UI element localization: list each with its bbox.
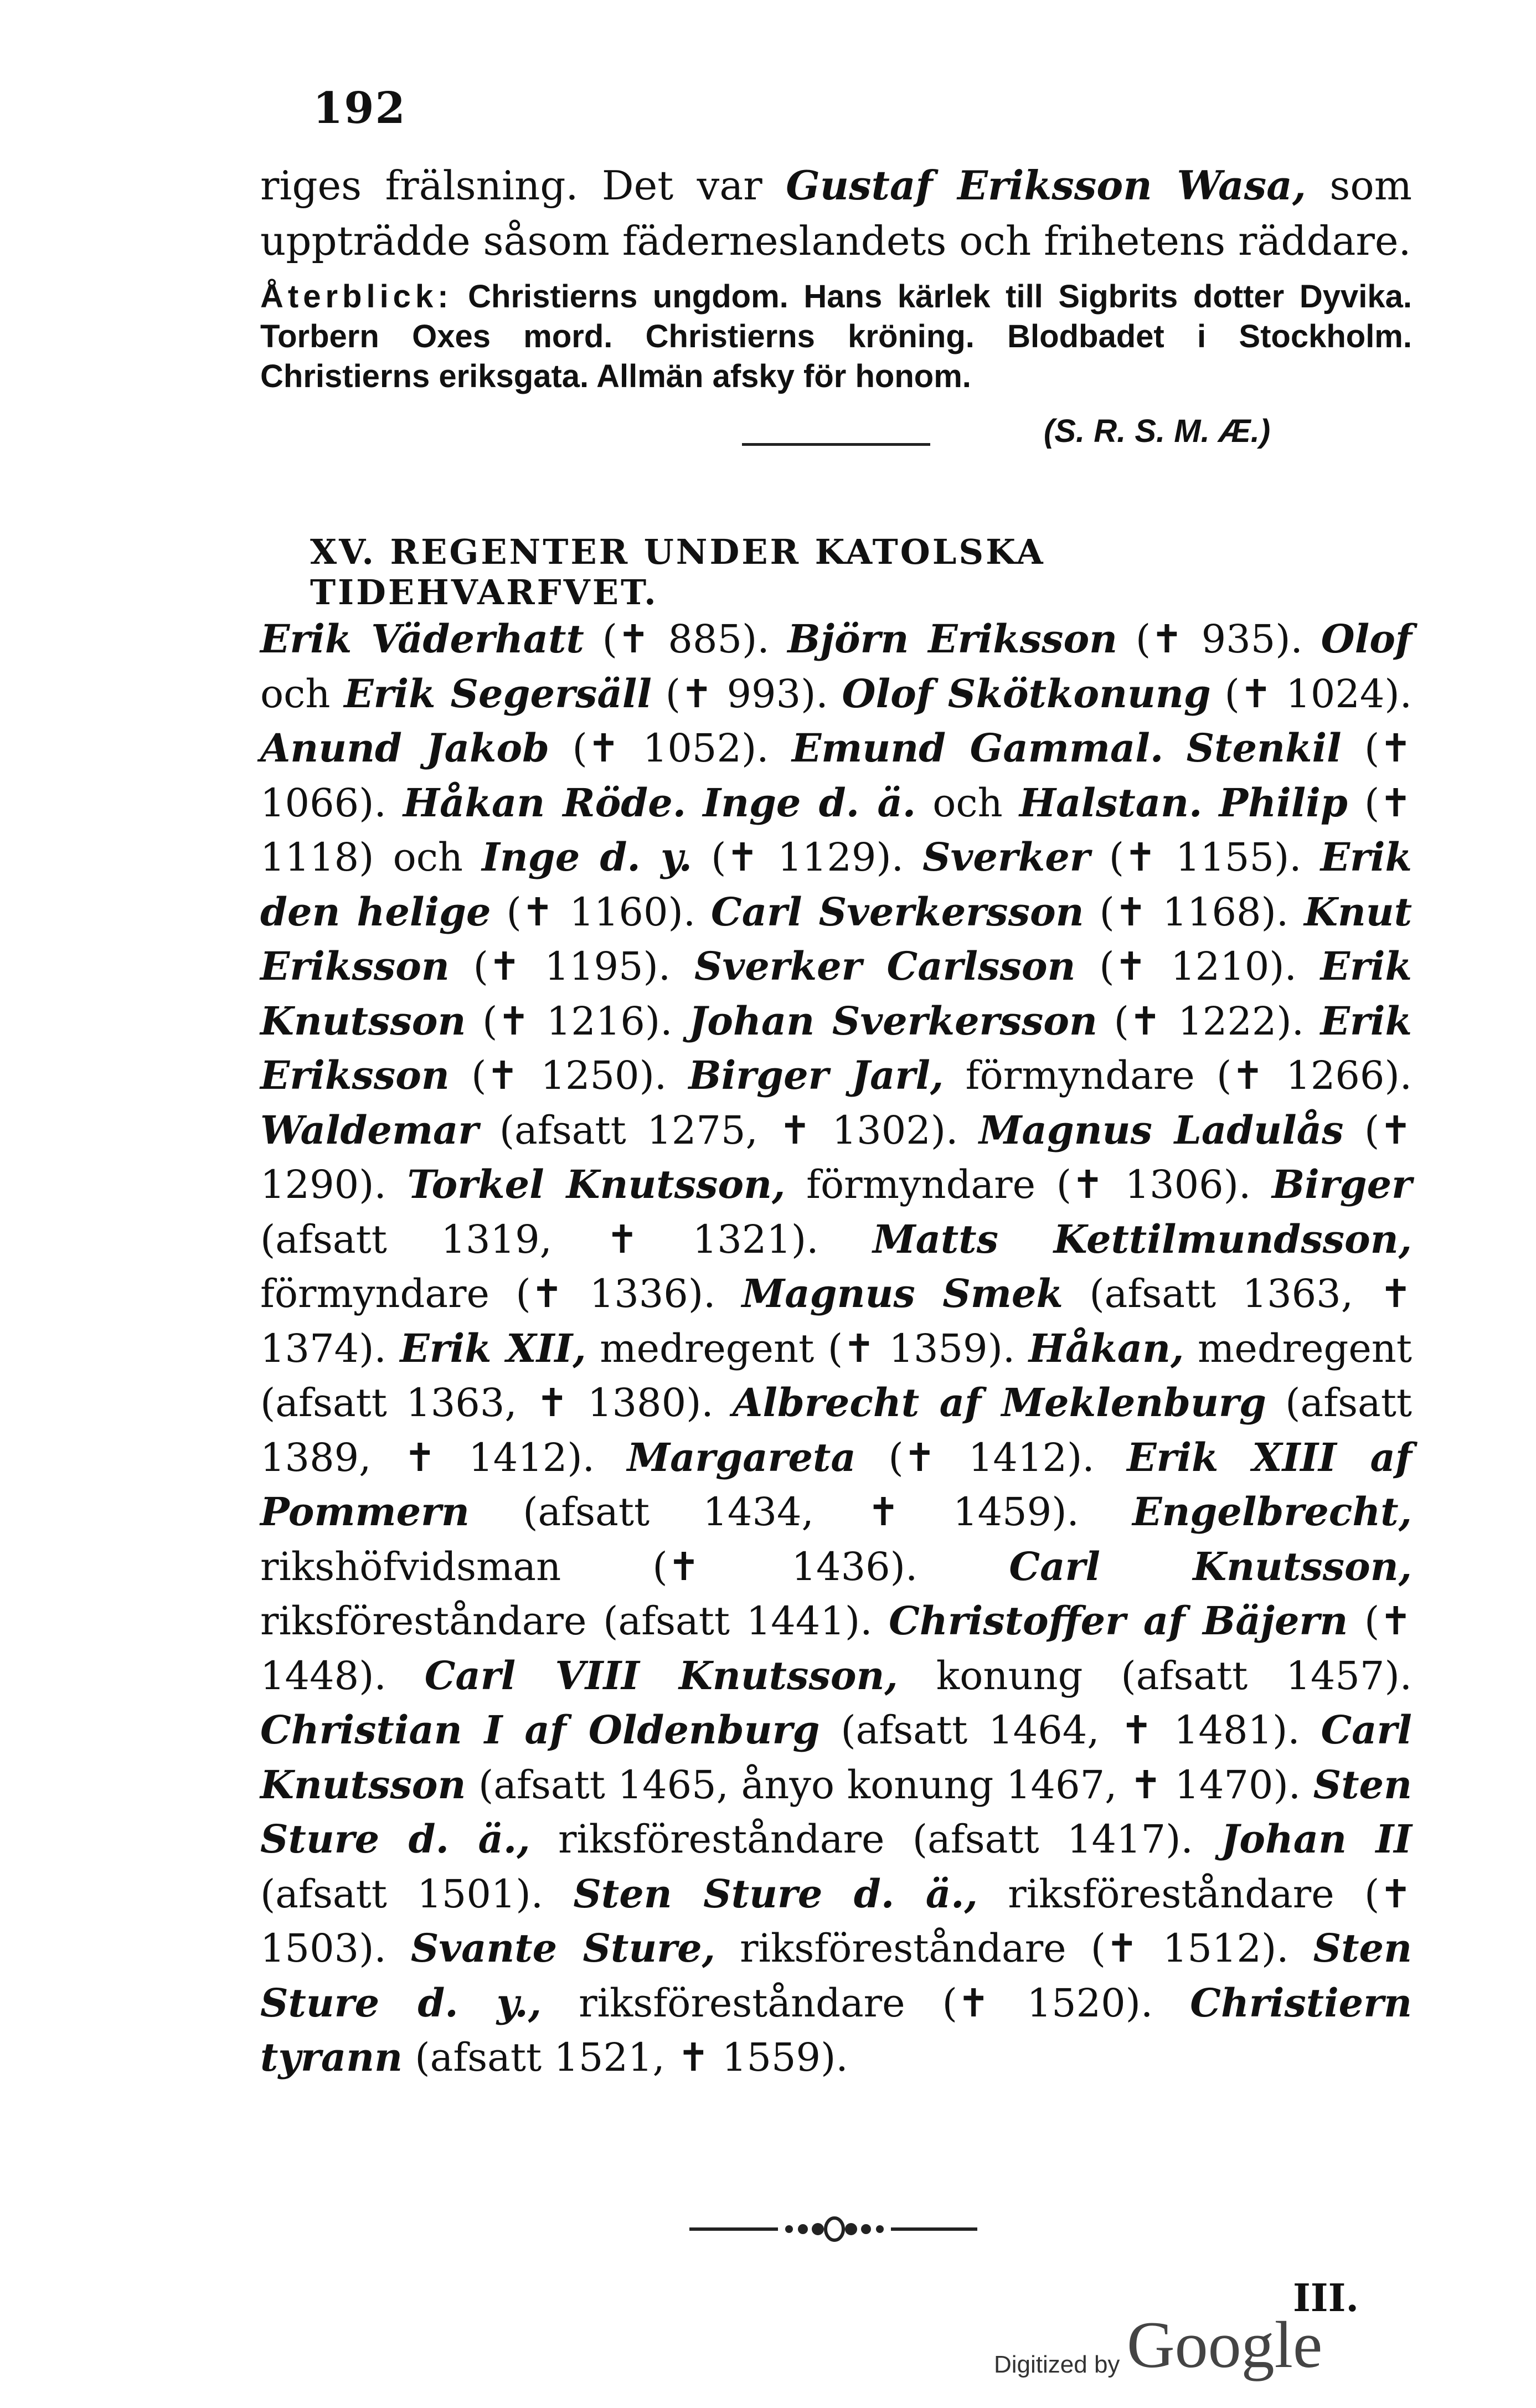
regent-name: Magnus Ladulås	[978, 1107, 1344, 1153]
regent-name: Carl Knutsson	[260, 1707, 1413, 1808]
regent-name: Knut Eriksson	[260, 888, 1413, 989]
regent-name: Björn Eriksson	[787, 616, 1118, 662]
regent-detail: riksföreståndare (✝ 1512).	[715, 1926, 1313, 1971]
regent-detail	[686, 780, 703, 826]
regent-detail: (✝ 1195).	[449, 944, 694, 989]
regent-name: Erik Eriksson	[260, 997, 1412, 1098]
regent-name: Albrecht af Meklenburg	[733, 1380, 1266, 1426]
regent-detail: (afsatt 1389, ✝ 1412).	[260, 1380, 1413, 1480]
recap-source: (S. R. S. M. Æ.)	[1044, 413, 1271, 449]
regent-detail: (✝ 1118) och	[260, 780, 1412, 880]
regent-name: Carl Sverkersson	[711, 888, 1084, 935]
intro-text-1: riges frälsning.	[260, 162, 579, 209]
regent-name: Sten Sture d. ä.,	[573, 1870, 978, 1917]
regent-detail: medregent (afsatt 1363, ✝ 1380).	[260, 1325, 1412, 1426]
regent-detail: konung (afsatt 1457).	[898, 1653, 1412, 1699]
regent-name: Stenkil	[1186, 725, 1342, 771]
regent-detail: (✝ 1155).	[1090, 835, 1321, 880]
regent-name: Sverker Carlsson	[694, 943, 1076, 989]
regent-name: Erik Knutsson	[260, 943, 1413, 1044]
regent-detail	[1202, 780, 1219, 826]
intro-paragraph	[260, 158, 1412, 269]
regent-name: Inge d. y.	[482, 834, 693, 880]
regent-detail: förmyndare (✝ 1336).	[260, 1271, 742, 1316]
regent-name: Olof	[1321, 616, 1413, 662]
gathering-mark: III.	[1293, 2276, 1359, 2320]
regent-detail: riksföreståndare (✝ 1503).	[260, 1871, 1412, 1971]
regent-detail: (afsatt 1434, ✝ 1459).	[469, 1489, 1133, 1535]
regent-name: Johan Sverkersson	[689, 997, 1097, 1044]
regent-detail: (✝ 1412).	[855, 1434, 1127, 1480]
regent-detail: (✝ 1222).	[1097, 998, 1321, 1044]
ornament-dot	[845, 2223, 857, 2235]
regent-name: Carl Knutsson,	[1009, 1543, 1412, 1589]
regent-name: Erik den helige	[260, 834, 1413, 935]
ornament-dot	[876, 2225, 884, 2233]
regent-detail: (✝ 1216).	[466, 998, 689, 1044]
regent-name: Christoffer af Bäjern	[889, 1598, 1348, 1644]
regent-detail: (afsatt 1363, ✝ 1374).	[260, 1271, 1413, 1371]
regent-name: Matts Kettilmundsson,	[873, 1216, 1412, 1262]
regent-name: Erik Väderhatt	[260, 616, 584, 662]
regent-name: Carl VIII Knutsson,	[424, 1652, 898, 1699]
regent-detail: (✝ 1250).	[449, 1053, 689, 1098]
ornament-dot	[861, 2224, 871, 2234]
ornament-dot	[812, 2223, 824, 2235]
regent-detail: riksföreståndare (afsatt 1441).	[260, 1598, 889, 1644]
regent-name: Erik XIII af Pommern	[260, 1434, 1412, 1535]
regents-paragraph	[260, 612, 1412, 2085]
recap-text: Christierns ungdom. Hans kärlek till Sigbrits dotter Dyvika. Torbern Oxes mord. Christierns kröning. Blodbadet i Stockholm. Christierns eriksgata. Allmän afsky för honom.	[260, 279, 1412, 394]
regent-name: Johan II	[1221, 1816, 1413, 1862]
regent-detail: (✝ 1066).	[260, 726, 1412, 826]
ornament-center	[826, 2218, 843, 2240]
regent-name: Halstan.	[1019, 779, 1203, 826]
ornament-dot	[798, 2224, 808, 2234]
regent-detail: (afsatt 1501).	[260, 1871, 574, 1917]
regent-detail: (afsatt 1319, ✝ 1321).	[260, 1216, 873, 1262]
regent-detail: (✝ 1024).	[1210, 671, 1412, 717]
ornament-dot	[785, 2225, 793, 2233]
regent-name: Svante Sture,	[410, 1925, 716, 1971]
regent-detail: (✝ 993).	[651, 671, 842, 717]
regent-name: Birger	[1272, 1161, 1412, 1207]
intro-text-3: som uppträdde såsom fäderneslandets och frihetens räddare.	[260, 162, 1412, 264]
regent-detail: och	[260, 671, 344, 717]
regent-name: Emund Gammal.	[791, 725, 1164, 771]
regent-detail: rikshöfvidsman (✝ 1436).	[260, 1543, 1009, 1589]
regent-detail: (✝ 935).	[1117, 616, 1321, 662]
regent-name: Engelbrecht,	[1132, 1489, 1412, 1535]
regent-detail: (✝ 1129).	[692, 835, 923, 880]
regent-detail	[1163, 726, 1186, 771]
regent-name: Philip	[1219, 779, 1348, 826]
regent-name: Torkel Knutsson,	[407, 1161, 786, 1207]
recap-label: Återblick:	[260, 279, 453, 315]
regent-name: Christian I af Oldenburg	[260, 1707, 820, 1753]
regent-name: Christiern tyrann	[260, 1979, 1412, 2080]
regent-name: Inge d. ä.	[703, 779, 916, 826]
regent-name: Erik Segersäll	[344, 670, 652, 717]
intro-text-2: Det var	[578, 162, 786, 209]
regent-detail: (✝ 1168).	[1084, 889, 1305, 935]
regent-detail: (afsatt 1465, ånyo konung 1467, ✝ 1470).	[466, 1762, 1313, 1808]
regent-name: Håkan,	[1028, 1325, 1184, 1371]
regent-detail: (✝ 1052).	[549, 726, 792, 771]
regent-detail: (✝ 1448).	[260, 1598, 1412, 1699]
regent-detail: förmyndare (✝ 1306).	[785, 1162, 1272, 1207]
regent-detail: (✝ 885).	[584, 616, 788, 662]
regent-detail: och	[916, 780, 1019, 826]
regent-detail: (afsatt 1521, ✝ 1559).	[403, 2035, 848, 2080]
recap-paragraph	[260, 277, 1412, 397]
regent-detail: (✝ 1290).	[260, 1107, 1412, 1207]
digitized-label: Digitized by	[994, 2351, 1120, 2378]
regent-name: Magnus Smek	[741, 1270, 1063, 1316]
regent-name: Sverker	[922, 834, 1090, 880]
regent-name: Håkan Röde.	[403, 779, 687, 826]
regent-name: Margareta	[627, 1434, 856, 1480]
google-logo: Google	[1127, 2308, 1323, 2381]
regent-name: Olof Skötkonung	[842, 670, 1211, 717]
regent-detail: (✝ 1210).	[1075, 944, 1321, 989]
regent-name: Sten Sture d. ä.,	[260, 1761, 1412, 1862]
regent-name: Anund Jakob	[260, 725, 550, 771]
regent-name: Erik XII,	[400, 1325, 586, 1371]
section-heading: XV. REGENTER UNDER KATOLSKA TIDEHVARFVET.	[310, 532, 1045, 613]
regent-name: Sten Sture d. y.,	[260, 1925, 1412, 2026]
ornament-divider	[689, 2213, 977, 2246]
regent-detail: (afsatt 1464, ✝ 1481).	[819, 1707, 1321, 1753]
page-number: 192	[313, 83, 406, 133]
regent-detail: medregent (✝ 1359).	[586, 1325, 1029, 1371]
regent-name: Waldemar	[260, 1107, 479, 1153]
regent-detail: förmyndare (✝ 1266).	[944, 1053, 1413, 1098]
regent-detail: riksföreståndare (afsatt 1417).	[530, 1817, 1221, 1862]
section-divider	[742, 443, 930, 446]
regent-detail: riksföreståndare (✝ 1520).	[542, 1980, 1190, 2026]
regent-detail: (✝ 1160).	[491, 889, 712, 935]
regent-name: Birger Jarl,	[688, 1052, 944, 1098]
regent-detail: (afsatt 1275, ✝ 1302).	[478, 1107, 979, 1153]
intro-name-gustaf: Gustaf Eriksson Wasa,	[786, 162, 1306, 209]
